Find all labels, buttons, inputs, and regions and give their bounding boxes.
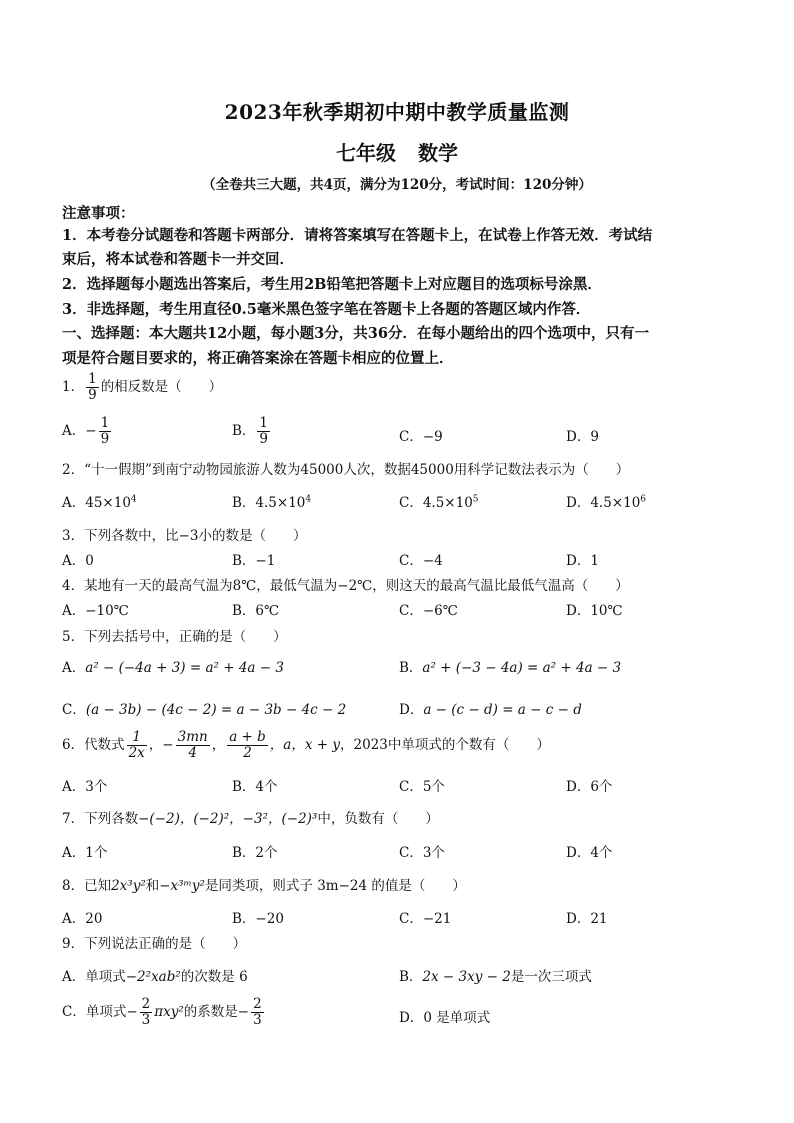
subject-label: 数学: [418, 141, 458, 165]
q6-option-b: B．4个: [232, 779, 278, 795]
q7-option-c: C．3个: [399, 845, 445, 861]
q7-option-a: A．1个: [62, 845, 108, 861]
q3-option-c: C．−4: [399, 553, 443, 569]
q3-option-a: A．0: [62, 553, 94, 569]
q2-option-b: B．$4.5\times 10^4$: [232, 494, 312, 511]
q6-option-d: D．6个: [566, 779, 613, 795]
q2-option-a: A．$45\times 10^4$: [62, 494, 137, 511]
q4-option-b: B．6℃: [232, 603, 280, 619]
q1-option-c: C．−9: [399, 429, 443, 445]
q4-option-a: A．−10℃: [62, 603, 129, 619]
exam-title: 2023年秋季期初中期中教学质量监测: [224, 100, 570, 124]
q5-option-d: D．a − (c − d) = a − c − d: [399, 702, 582, 718]
notes-heading: 注意事项：: [62, 205, 135, 222]
q4-option-d: D．10℃: [566, 603, 623, 619]
q1-fraction: $\frac{1}{9}$: [88, 371, 97, 403]
q8-option-c: C．−21: [399, 911, 452, 927]
q7-option-b: B．2个: [232, 845, 278, 861]
q9-option-c: C．单项式− $\frac{2}{3}$ πxy²的系数是− $\frac{2}{3}$: [62, 996, 262, 1028]
q4-option-c: C．−6℃: [399, 603, 458, 619]
q9-option-d: D．0 是单项式: [399, 1010, 491, 1026]
q6-option-c: C．5个: [399, 779, 445, 795]
q5-option-a: A．a² − (−4a + 3) = a² + 4a − 3: [62, 660, 284, 676]
q2-option-c: C．$4.5\times 10^5$: [399, 494, 479, 511]
note-3: 3．非选择题，考生用直径0.5毫米黑色签字笔在答题卡上各题的答题区域内作答．: [62, 301, 591, 318]
note-2: 2．选择题每小题选出答案后，考生用2B铅笔把答题卡上对应题目的选项标号涂黑．: [62, 276, 602, 293]
note-1b: 束后，将本试卷和答题卡一并交回．: [62, 251, 294, 268]
section1-instructions-a: 一、选择题：本大题共12小题，每小题3分，共36分．在每小题给出的四个选项中，只有一: [62, 325, 649, 342]
q1-option-b: B． $\frac{1}{9}$: [232, 415, 269, 447]
q5-option-c: C．(a − 3b) − (4c − 2) = a − 3b − 4c − 2: [62, 702, 347, 718]
exam-subtitle: [0, 137, 794, 166]
question-5-stem: 5．下列去括号中，正确的是（ ）: [62, 629, 287, 645]
q9-option-a: A．单项式−2²xab²的次数是 6: [62, 969, 248, 985]
q8-option-b: B．−20: [232, 911, 284, 927]
grade-label: 七年级: [336, 141, 396, 165]
q3-option-b: B．−1: [232, 553, 276, 569]
question-8-stem: 8．已知2x³y²和−x³ᵐy²是同类项，则式子 3m−24 的值是（ ）: [62, 878, 466, 894]
question-7-stem: 7．下列各数−(−2)，(−2)²，−3²，(−2)³中，负数有（ ）: [62, 811, 439, 827]
q1-option-d: D．9: [566, 429, 599, 445]
q5-option-b: B．a² + (−3 − 4a) = a² + 4a − 3: [399, 660, 622, 676]
question-3-stem: 3．下列各数中，比−3小的数是（ ）: [62, 528, 307, 544]
q6-option-a: A．3个: [62, 779, 108, 795]
question-1-stem: 1． $\frac{1}{9}$ 的相反数是（ ）: [62, 371, 223, 403]
question-9-stem: 9．下列说法正确的是（ ）: [62, 936, 247, 952]
question-4-stem: 4．某地有一天的最高气温为8℃，最低气温为−2℃，则这天的最高气温比最低气温高（ ）: [62, 578, 629, 594]
q1-option-a: A．− $\frac{1}{9}$: [62, 415, 110, 447]
question-6-stem: 6．代数式 $\frac{1}{2x}$ ，− $\frac{3mn}{4}$ ， $\frac{a + b}{2}$ ，a，x + y，2023中单项式的个数有（ ）: [62, 729, 550, 761]
exam-info: （全卷共三大题，共4页，满分为120分，考试时间：120分钟）: [202, 177, 592, 193]
q2-option-d: D．$4.5\times 10^6$: [566, 494, 647, 511]
q8-option-a: A．20: [62, 911, 103, 927]
note-1a: 1．本考卷分试题卷和答题卡两部分．请将答案填写在答题卡上，在试卷上作答无效．考试结: [62, 227, 653, 244]
section1-instructions-b: 项是符合题目要求的，将正确答案涂在答题卡相应的位置上．: [62, 350, 454, 367]
q8-option-d: D．21: [566, 911, 608, 927]
q7-option-d: D．4个: [566, 845, 613, 861]
question-2-stem: 2．“十一假期”到南宁动物园旅游人数为45000人次，数据45000用科学记数法表示为（ ）: [62, 462, 630, 478]
q3-option-d: D．1: [566, 553, 599, 569]
q9-option-b: B．2x − 3xy − 2是一次三项式: [399, 969, 592, 985]
